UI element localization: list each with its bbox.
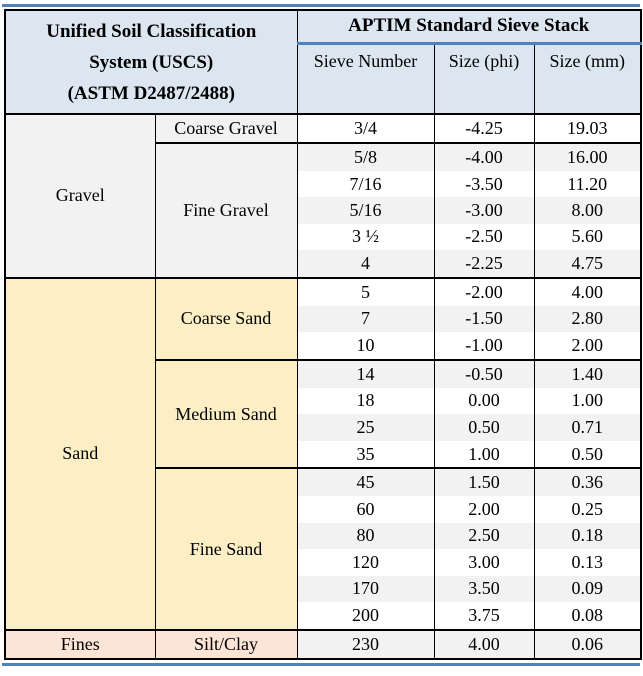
sieve-number-cell: 10 (297, 332, 434, 360)
table-bottom-accent-line (2, 663, 640, 666)
column-header-size-mm: Size (mm) (534, 43, 641, 114)
sieve-number-cell: 18 (297, 388, 434, 414)
subgroup-label-cell: Fine Sand (155, 468, 297, 629)
size-phi-cell: 1.50 (434, 468, 534, 496)
size-mm-cell: 0.25 (534, 496, 641, 522)
group-label-cell: Fines (5, 630, 155, 659)
sieve-number-cell: 3/4 (297, 114, 434, 143)
group-label-cell: Sand (5, 278, 155, 630)
size-mm-cell: 4.75 (534, 250, 641, 278)
size-mm-cell: 16.00 (534, 143, 641, 171)
size-mm-cell: 8.00 (534, 197, 641, 223)
size-phi-cell: 4.00 (434, 630, 534, 659)
size-phi-cell: 3.50 (434, 576, 534, 602)
subgroup-label-cell: Medium Sand (155, 360, 297, 468)
size-phi-cell: 3.75 (434, 602, 534, 630)
column-header-sieve-number: Sieve Number (297, 43, 434, 114)
sieve-number-cell: 5/8 (297, 143, 434, 171)
sieve-number-cell: 230 (297, 630, 434, 659)
sieve-number-cell: 7 (297, 306, 434, 332)
sieve-number-cell: 80 (297, 523, 434, 549)
size-mm-cell: 0.13 (534, 549, 641, 575)
size-phi-cell: -4.25 (434, 114, 534, 143)
uscs-title-line-1: Unified Soil Classification (46, 20, 257, 42)
sieve-number-cell: 35 (297, 441, 434, 469)
size-mm-cell: 0.50 (534, 441, 641, 469)
sieve-number-cell: 25 (297, 414, 434, 440)
sieve-number-cell: 5 (297, 278, 434, 306)
subgroup-label-cell: Coarse Sand (155, 278, 297, 360)
size-mm-cell: 0.71 (534, 414, 641, 440)
sieve-number-cell: 7/16 (297, 171, 434, 197)
group-label-cell: Gravel (5, 114, 155, 278)
sieve-number-cell: 3 ½ (297, 224, 434, 250)
size-mm-cell: 19.03 (534, 114, 641, 143)
size-mm-cell: 2.00 (534, 332, 641, 360)
table-row (5, 278, 641, 306)
uscs-title-line-2: System (USCS) (89, 51, 214, 73)
sieve-number-cell: 200 (297, 602, 434, 630)
size-mm-cell: 4.00 (534, 278, 641, 306)
size-phi-cell: 3.00 (434, 549, 534, 575)
sieve-number-cell: 5/16 (297, 197, 434, 223)
header-row-titles (5, 10, 641, 43)
table-top-accent-line (2, 4, 640, 7)
sieve-stack-table (4, 9, 642, 660)
table-row (5, 630, 641, 659)
uscs-header-cell (5, 10, 297, 114)
size-phi-cell: 2.50 (434, 523, 534, 549)
table-row (5, 114, 641, 143)
size-mm-cell: 0.18 (534, 523, 641, 549)
sieve-number-cell: 120 (297, 549, 434, 575)
size-mm-cell: 2.80 (534, 306, 641, 332)
size-phi-cell: -2.00 (434, 278, 534, 306)
size-phi-cell: -1.00 (434, 332, 534, 360)
size-phi-cell: -0.50 (434, 360, 534, 388)
size-mm-cell: 0.08 (534, 602, 641, 630)
size-mm-cell: 1.40 (534, 360, 641, 388)
column-header-size-phi: Size (phi) (434, 43, 534, 114)
size-phi-cell: 0.00 (434, 388, 534, 414)
size-phi-cell: -3.00 (434, 197, 534, 223)
size-phi-cell: 2.00 (434, 496, 534, 522)
size-mm-cell: 0.09 (534, 576, 641, 602)
uscs-title-line-3: (ASTM D2487/2488) (67, 82, 235, 104)
size-mm-cell: 1.00 (534, 388, 641, 414)
size-phi-cell: 1.00 (434, 441, 534, 469)
sieve-number-cell: 45 (297, 468, 434, 496)
size-mm-cell: 0.06 (534, 630, 641, 659)
subgroup-label-cell: Coarse Gravel (155, 114, 297, 143)
sieve-stack-title-cell: APTIM Standard Sieve Stack (297, 10, 641, 43)
size-mm-cell: 0.36 (534, 468, 641, 496)
sieve-number-cell: 170 (297, 576, 434, 602)
subgroup-label-cell: Fine Gravel (155, 143, 297, 278)
sieve-number-cell: 60 (297, 496, 434, 522)
size-mm-cell: 11.20 (534, 171, 641, 197)
sieve-number-cell: 14 (297, 360, 434, 388)
size-phi-cell: -1.50 (434, 306, 534, 332)
size-phi-cell: -3.50 (434, 171, 534, 197)
size-mm-cell: 5.60 (534, 224, 641, 250)
size-phi-cell: -4.00 (434, 143, 534, 171)
subgroup-label-cell: Silt/Clay (155, 630, 297, 659)
size-phi-cell: -2.50 (434, 224, 534, 250)
size-phi-cell: -2.25 (434, 250, 534, 278)
sieve-number-cell: 4 (297, 250, 434, 278)
sieve-table-body (5, 114, 641, 659)
size-phi-cell: 0.50 (434, 414, 534, 440)
